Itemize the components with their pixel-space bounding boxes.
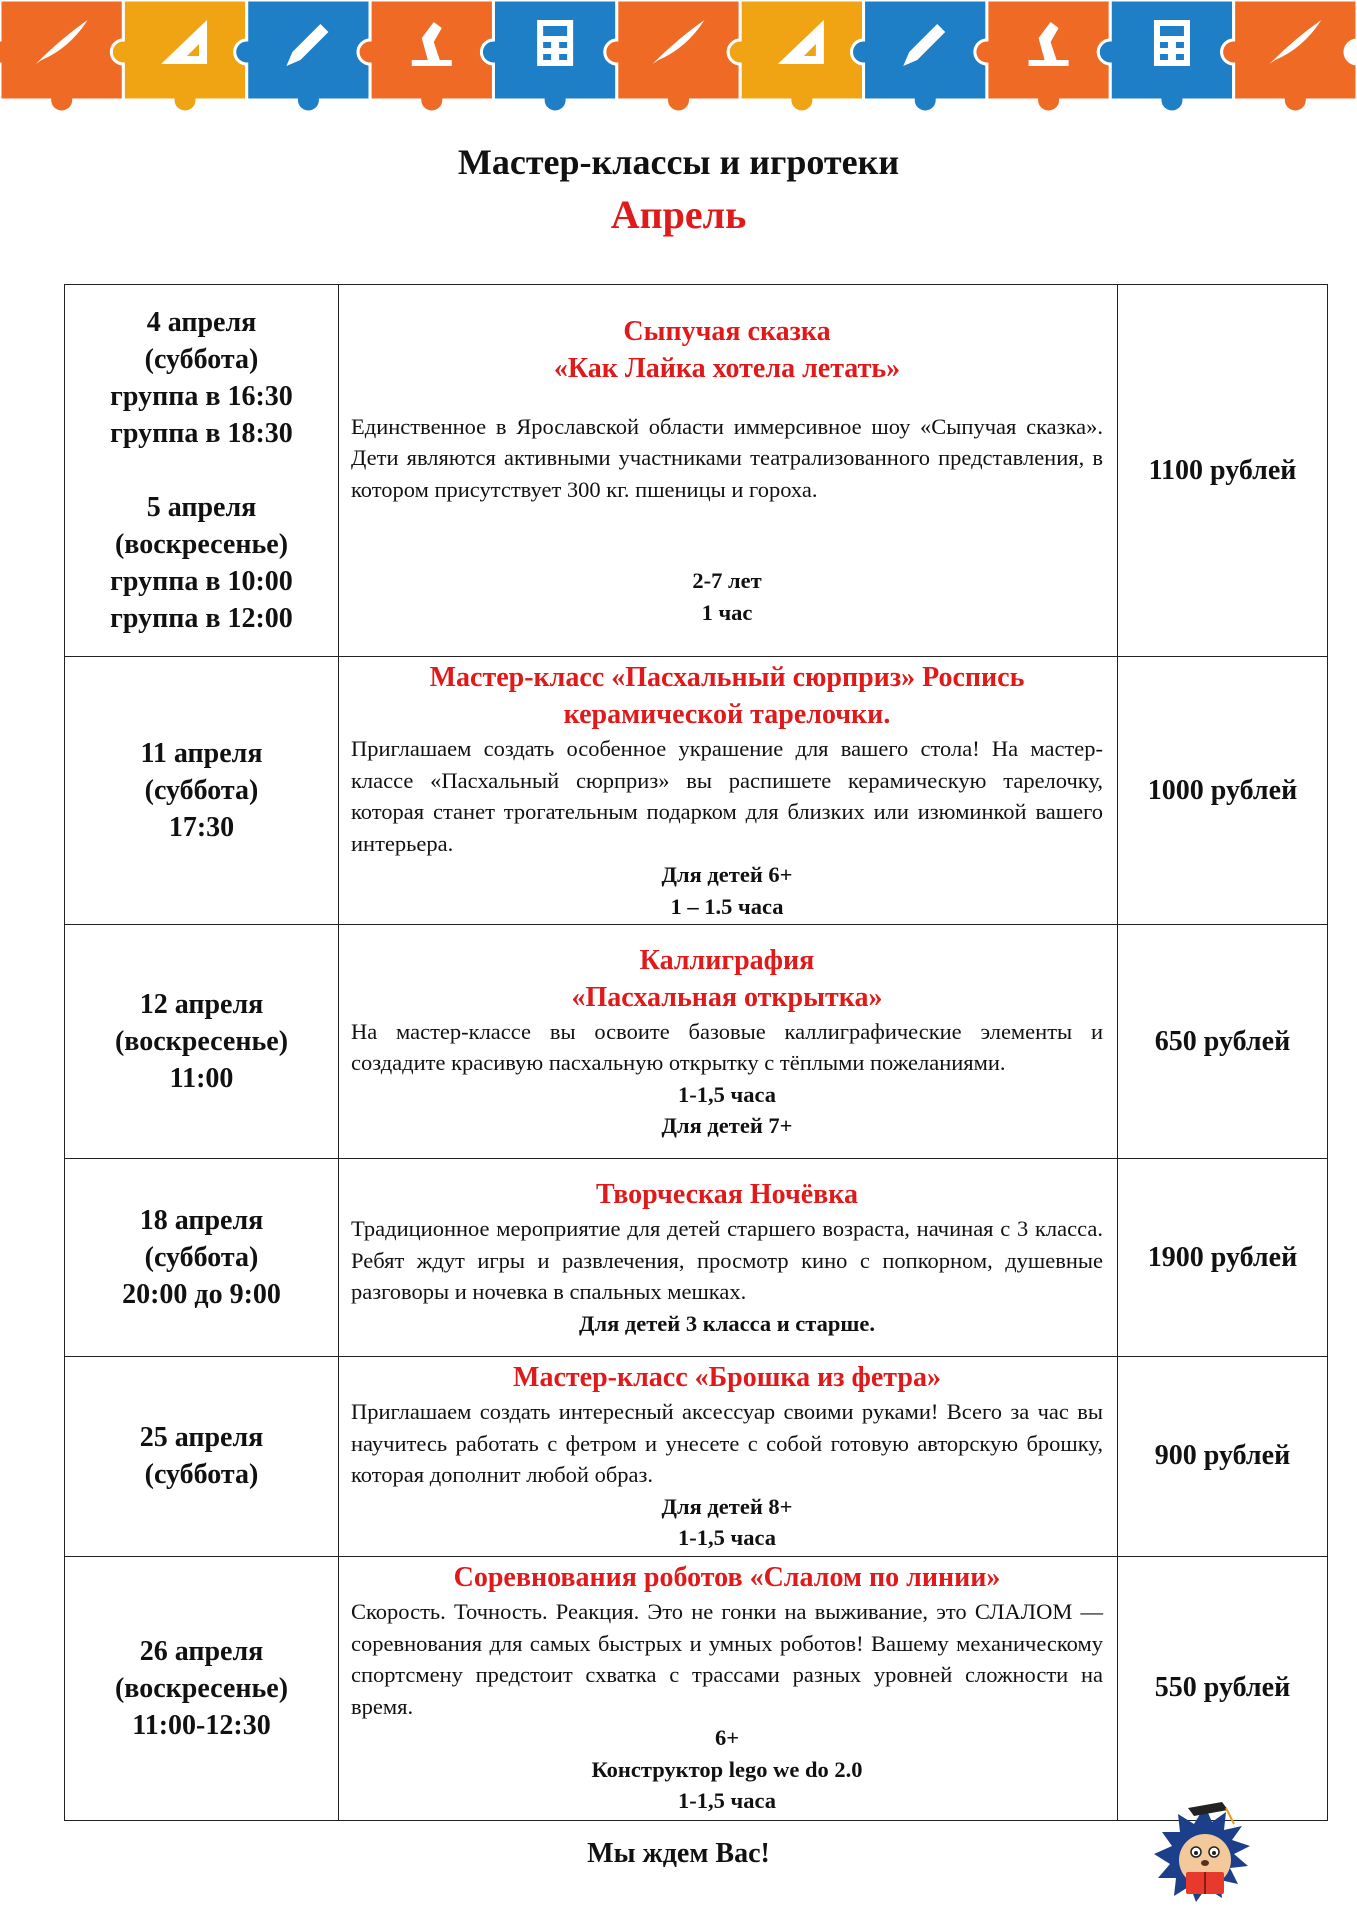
date-line: (суббота) [144, 344, 259, 375]
event-meta: Конструктор lego we do 2.0 [591, 1756, 863, 1782]
event-date [65, 925, 339, 1159]
event-title: Творческая Ночёвка [595, 1179, 859, 1210]
date-line: 4 апреля [146, 307, 257, 338]
date-line: (воскресенье) [114, 1672, 289, 1704]
quill-icon [605, 0, 740, 112]
date-line: (воскресенье) [114, 1026, 289, 1057]
event-details [339, 925, 1118, 1159]
date-line: группа в 18:30 [110, 418, 293, 449]
event-price: 900 рублей [1118, 1357, 1328, 1557]
event-meta: Для детей 3 класса и старше. [578, 1310, 875, 1336]
event-meta: 6+ [714, 1725, 740, 1751]
event-date [65, 1159, 339, 1357]
hedgehog-mascot-icon [1150, 1800, 1260, 1912]
event-title: Мастер-класс «Пасхальный сюрприз» Роспись [429, 662, 1025, 693]
date-line: (суббота) [144, 1459, 259, 1491]
event-details [339, 1556, 1118, 1820]
event-title: Мастер-класс «Брошка из фетра» [513, 1362, 941, 1393]
event-price: 550 рублей [1118, 1556, 1328, 1820]
date-line: 18 апреля [139, 1205, 264, 1236]
event-title: Соревнования роботов «Слалом по линии» [453, 1562, 1001, 1594]
footer-message: Мы ждем Вас! [587, 1838, 770, 1869]
event-description: На мастер-классе вы освоите базовые каллиграфические элементы и создадите красивую пасхальную открытку с тёплыми пожеланиями. [351, 1018, 1103, 1075]
event-description: Приглашаем создать особенное украшение для вашего стола! На мастер-классе «Пасхальный сюрприз» вы распишете керамическую тарелочку, которая станет трогательным подарком для близких или изюминкой вашего интерьера. [351, 736, 1103, 856]
event-meta: 1 – 1.5 часа [670, 893, 784, 919]
ruler-triangle-icon [728, 0, 863, 112]
page-header [0, 140, 1357, 240]
page-title: Мастер-классы и игротеки [457, 142, 900, 182]
date-line: группа в 16:30 [110, 381, 293, 412]
event-meta: 1 час [701, 599, 753, 625]
event-price: 650 рублей [1118, 925, 1328, 1159]
event-row [65, 657, 1328, 925]
date-line: группа в 12:00 [110, 603, 293, 634]
calculator-icon [1098, 0, 1233, 112]
event-details [339, 285, 1118, 657]
event-price: 1900 рублей [1118, 1159, 1328, 1357]
events-table [64, 284, 1328, 1821]
date-line: (суббота) [144, 1242, 259, 1273]
event-row [65, 1556, 1328, 1820]
pencil-icon [852, 0, 987, 112]
event-details [339, 657, 1118, 925]
event-meta: 1-1,5 часа [678, 1525, 776, 1550]
event-description: Скорость. Точность. Реакция. Это не гонки на выживание, это СЛАЛОМ — соревнования для самых быстрых и умных роботов! Вашему механическому спортсмену предстоит схватка с трассами разных уровней сложности на время. [351, 1599, 1103, 1719]
month-title: Апрель [610, 192, 747, 237]
calculator-icon [481, 0, 616, 112]
event-details [339, 1159, 1118, 1357]
quill-icon [1222, 0, 1357, 112]
event-price: 1000 рублей [1118, 657, 1328, 925]
event-title: «Пасхальная открытка» [571, 981, 883, 1013]
date-line: 11:00 [169, 1063, 234, 1094]
event-date [65, 657, 339, 925]
microscope-icon [358, 0, 493, 112]
date-line: 17:30 [168, 812, 235, 843]
pencil-icon [235, 0, 370, 112]
event-meta: 1-1,5 часа [678, 1081, 776, 1107]
date-line: (суббота) [144, 775, 259, 806]
event-description: Приглашаем создать интересный аксессуар своими руками! Всего за час вы научитесь работать с фетром и унесете с собой готовую авторскую брошку, которая дополнит любой образ. [351, 1399, 1103, 1487]
event-description: Единственное в Ярославской области иммерсивное шоу «Сыпучая сказка». Дети являются активными участниками театрализованного представления, в котором присутствует 300 кг. пшеницы и гороха. [351, 413, 1103, 502]
quill-icon [0, 0, 123, 112]
event-meta: Для детей 7+ [661, 1113, 793, 1138]
date-line: (воскресенье) [114, 529, 289, 560]
puzzle-banner [0, 0, 1357, 112]
event-date [65, 285, 339, 657]
event-row [65, 925, 1328, 1159]
event-meta: Для детей 8+ [661, 1493, 793, 1519]
date-line: группа в 10:00 [110, 566, 293, 597]
event-title: Сыпучая сказка [623, 315, 831, 347]
event-details [339, 1357, 1118, 1557]
date-line: 11:00-12:30 [132, 1709, 271, 1741]
event-meta: Для детей 6+ [661, 862, 793, 887]
microscope-icon [975, 0, 1110, 112]
event-meta: 2-7 лет [692, 568, 762, 594]
event-date [65, 1556, 339, 1820]
date-line: 12 апреля [139, 989, 264, 1020]
date-line [65, 452, 338, 489]
event-row [65, 1159, 1328, 1357]
event-meta: 1-1,5 часа [678, 1788, 776, 1814]
date-line: 5 апреля [146, 492, 257, 523]
event-row [65, 285, 1328, 657]
ruler-triangle-icon [111, 0, 246, 112]
event-title: керамической тарелочки. [563, 699, 891, 730]
event-title: «Как Лайка хотела летать» [553, 352, 901, 384]
event-row [65, 1357, 1328, 1557]
date-line: 25 апреля [139, 1422, 264, 1454]
event-price: 1100 рублей [1118, 285, 1328, 657]
event-date [65, 1357, 339, 1557]
event-title: Каллиграфия [639, 944, 815, 976]
date-line: 20:00 до 9:00 [122, 1279, 281, 1310]
event-description: Традиционное мероприятие для детей старшего возраста, начиная с 3 класса. Ребят ждут игры и развлечения, просмотр кино с попкорном, душевные разговоры и ночевка в спальных мешках. [351, 1216, 1103, 1304]
date-line: 26 апреля [139, 1635, 264, 1667]
date-line: 11 апреля [140, 738, 263, 769]
